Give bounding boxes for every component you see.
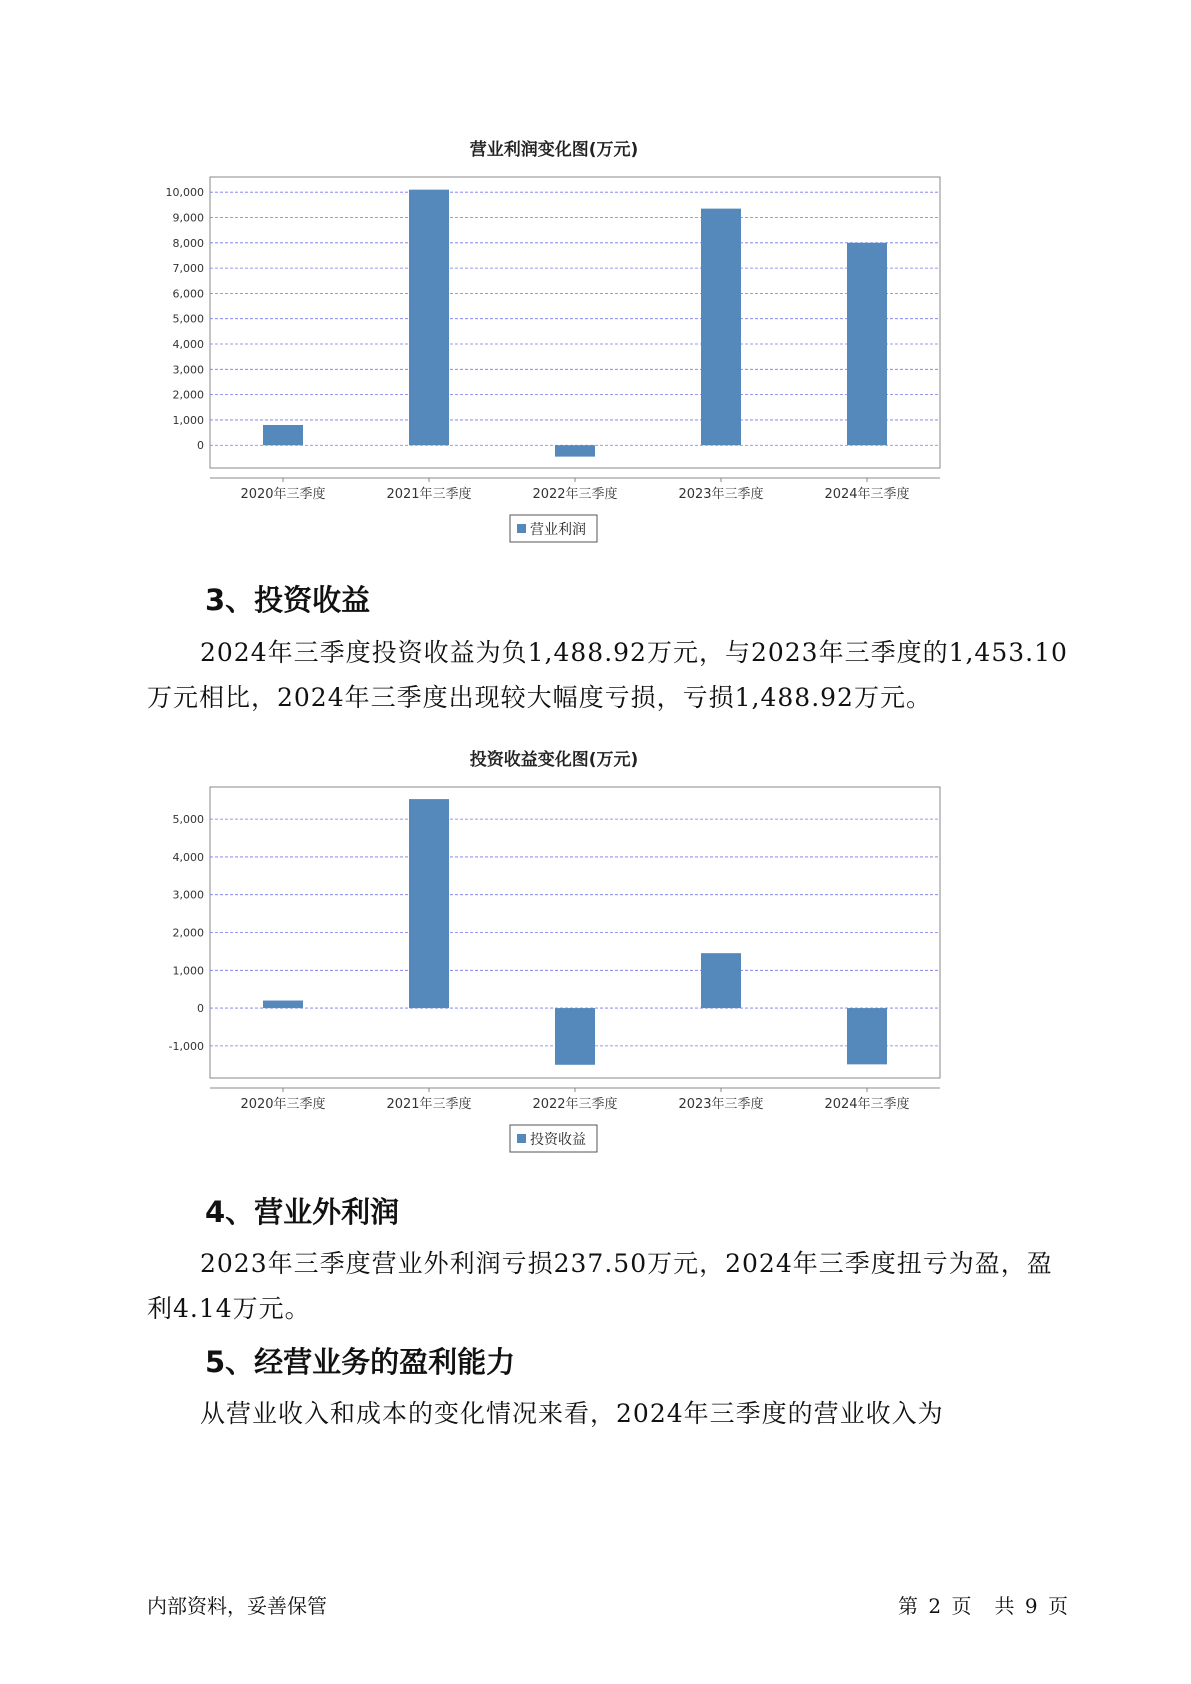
operating-profit-chart — [160, 130, 1020, 550]
y-tick-label: 7,000 — [172, 262, 204, 276]
x-tick-label: 2023年三季度 — [678, 487, 764, 502]
y-tick-label: 5,000 — [172, 813, 204, 827]
bar — [701, 953, 741, 1008]
chart-legend — [510, 515, 597, 542]
section-4-heading: 4、营业外利润 — [205, 1195, 400, 1229]
page-total: 9 — [1024, 1594, 1038, 1618]
legend-swatch — [517, 524, 526, 533]
x-tick-label: 2022年三季度 — [532, 487, 618, 502]
bar — [555, 1008, 595, 1065]
page-current: 2 — [928, 1594, 942, 1618]
y-tick-label: 3,000 — [172, 888, 204, 902]
x-tick-label: 2023年三季度 — [678, 1097, 764, 1112]
y-tick-label: 10,000 — [165, 186, 204, 200]
bar — [409, 190, 449, 446]
bar — [701, 209, 741, 446]
bar — [263, 1001, 303, 1009]
bar — [847, 1008, 887, 1064]
legend-label: 投资收益 — [530, 1132, 586, 1148]
y-tick-label: 6,000 — [172, 287, 204, 301]
total-suffix: 页 — [1047, 1594, 1068, 1618]
section-5-paragraph: 从营业收入和成本的变化情况来看，2024年三季度的营业收入为 — [200, 1399, 944, 1428]
bar — [847, 243, 887, 445]
footer-page-number — [896, 1590, 1070, 1619]
operating-profit-chart-svg — [160, 130, 1020, 550]
x-tick-label: 2020年三季度 — [240, 1097, 326, 1112]
x-tick-label: 2021年三季度 — [386, 487, 472, 502]
section-4-paragraph: 2023年三季度营业外利润亏损237.50万元，2024年三季度扭亏为盈，盈利4.14万元。 — [147, 1249, 1053, 1323]
x-tick-label: 2024年三季度 — [824, 487, 910, 502]
bar — [409, 799, 449, 1008]
page-label-pre: 第 — [898, 1594, 918, 1618]
chart-title: 营业利润变化图(万元) — [469, 140, 639, 160]
footer-confidential-note: 内部资料，妥善保管 — [147, 1594, 327, 1618]
y-tick-label: 9,000 — [172, 211, 204, 225]
y-tick-label: 1,000 — [172, 413, 204, 427]
investment-income-chart — [160, 740, 1020, 1160]
y-tick-label: 0 — [197, 439, 204, 453]
section-5-heading: 5、经营业务的盈利能力 — [205, 1345, 516, 1379]
y-tick-label: 4,000 — [172, 338, 204, 352]
y-tick-label: 8,000 — [172, 236, 204, 250]
x-tick-label: 2020年三季度 — [240, 487, 326, 502]
y-tick-label: -1,000 — [168, 1039, 204, 1053]
y-tick-label: 1,000 — [172, 964, 204, 978]
x-tick-label: 2022年三季度 — [532, 1097, 618, 1112]
page-label-mid: 页 — [951, 1594, 972, 1618]
investment-income-chart-svg — [160, 740, 1020, 1160]
x-tick-label: 2021年三季度 — [386, 1097, 472, 1112]
legend-label: 营业利润 — [530, 522, 586, 538]
total-label: 共 — [994, 1594, 1015, 1618]
section-3-paragraph: 2024年三季度投资收益为负1,488.92万元，与2023年三季度的1,453.10万元相比，2024年三季度出现较大幅度亏损，亏损1,488.92万元。 — [147, 638, 1068, 712]
bar — [555, 445, 595, 456]
y-tick-label: 5,000 — [172, 312, 204, 326]
y-tick-label: 2,000 — [172, 388, 204, 402]
y-tick-label: 3,000 — [172, 363, 204, 377]
y-tick-label: 0 — [197, 1002, 204, 1016]
plot-area — [210, 177, 940, 468]
y-tick-label: 2,000 — [172, 926, 204, 940]
chart-legend — [510, 1125, 597, 1152]
legend-swatch — [517, 1134, 526, 1143]
section-3-heading: 3、投资收益 — [205, 583, 371, 617]
chart-title: 投资收益变化图(万元) — [469, 750, 639, 770]
bar — [263, 425, 303, 445]
y-tick-label: 4,000 — [172, 850, 204, 864]
x-tick-label: 2024年三季度 — [824, 1097, 910, 1112]
